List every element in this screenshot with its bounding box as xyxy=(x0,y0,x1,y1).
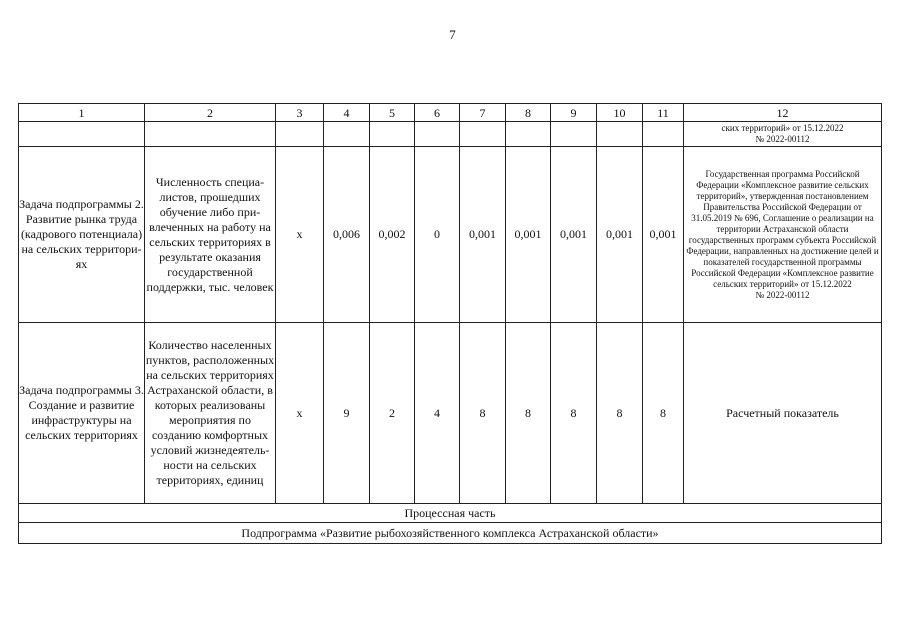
continuation-cell xyxy=(551,122,597,147)
source-text: Государственная программа Российской Федерации «Комплексное развитие сельских территорий», утвержденная постановлением Правительства Российской Федерации от 31.05.2019 № 696, Соглашение о реализации на территории Астраханской области государственных программ субъекта Российской Федерации, направленных на достижение целей и показателей государственной программы Российской Федерации «Комплексное развитие сельских территорий» от 15.12.2022 xyxy=(686,168,879,289)
header-col-4: 4 xyxy=(324,104,370,122)
continuation-cell xyxy=(145,122,276,147)
table-row xyxy=(19,147,882,323)
value-cell-col-5: 0,002 xyxy=(370,147,415,323)
header-col-12: 12 xyxy=(684,104,882,122)
continuation-cell xyxy=(415,122,460,147)
header-col-9: 9 xyxy=(551,104,597,122)
value-cell-col-3: х xyxy=(276,323,324,504)
value-cell-col-9: 8 xyxy=(551,323,597,504)
table-row xyxy=(19,323,882,504)
indicator-cell: Численность специалистов, прошедших обучение либо привлеченных на работу на сельских территориях в результате оказания государственной поддержки, тыс. человек xyxy=(145,147,276,323)
header-col-1: 1 xyxy=(19,104,145,122)
value-cell-col-10: 0,001 xyxy=(597,147,643,323)
value-cell-col-3: х xyxy=(276,147,324,323)
indicator-cell: Количество населенных пунктов, расположенных на сельских территориях Астраханской области, в которых реализованы мероприятия по созданию комфортных условий жизнедеятельности на сельских территориях, единиц xyxy=(145,323,276,504)
value-cell-col-10: 8 xyxy=(597,323,643,504)
value-cell-col-6: 0 xyxy=(415,147,460,323)
value-cell-col-7: 8 xyxy=(460,323,506,504)
task-cell: Задача подпрограммы 3. Создание и развитие инфраструктуры на сельских территориях xyxy=(19,323,145,504)
task-cell: Задача подпрограммы 2. Развитие рынка труда (кадрового потенциала) на сельских территориях xyxy=(19,147,145,323)
header-col-5: 5 xyxy=(370,104,415,122)
value-cell-col-11: 8 xyxy=(643,323,684,504)
value-cell-col-8: 0,001 xyxy=(506,147,551,323)
header-col-7: 7 xyxy=(460,104,506,122)
section-row xyxy=(19,504,882,523)
continuation-cell xyxy=(597,122,643,147)
header-col-8: 8 xyxy=(506,104,551,122)
page-number: 7 xyxy=(449,27,456,42)
source-text-tail: № 2022-00112 xyxy=(755,289,810,300)
source-cell: Расчетный показатель xyxy=(684,323,882,504)
continuation-cell xyxy=(276,122,324,147)
subprogram-title: Подпрограмма «Развитие рыбохозяйственного комплекса Астраханской области» xyxy=(19,523,882,544)
header-row xyxy=(19,104,882,122)
value-cell-col-4: 9 xyxy=(324,323,370,504)
value-cell-col-9: 0,001 xyxy=(551,147,597,323)
value-cell-col-7: 0,001 xyxy=(460,147,506,323)
header-col-11: 11 xyxy=(643,104,684,122)
value-cell-col-4: 0,006 xyxy=(324,147,370,323)
value-cell-col-11: 0,001 xyxy=(643,147,684,323)
continuation-cell xyxy=(324,122,370,147)
continuation-row xyxy=(19,122,882,147)
continuation-source-line-1: ских территорий» от 15.12.2022 xyxy=(721,123,844,133)
continuation-source-cell xyxy=(684,122,882,147)
continuation-source-line-2: № 2022-00112 xyxy=(755,134,810,144)
header-col-2: 2 xyxy=(145,104,276,122)
section-title: Процессная часть xyxy=(19,504,882,523)
header-col-6: 6 xyxy=(415,104,460,122)
value-cell-col-5: 2 xyxy=(370,323,415,504)
indicators-table xyxy=(18,103,882,544)
continuation-cell xyxy=(506,122,551,147)
continuation-cell xyxy=(19,122,145,147)
continuation-cell xyxy=(370,122,415,147)
value-cell-col-8: 8 xyxy=(506,323,551,504)
subprogram-row xyxy=(19,523,882,544)
header-col-3: 3 xyxy=(276,104,324,122)
value-cell-col-6: 4 xyxy=(415,323,460,504)
header-col-10: 10 xyxy=(597,104,643,122)
continuation-cell xyxy=(643,122,684,147)
continuation-cell xyxy=(460,122,506,147)
source-cell xyxy=(684,147,882,323)
